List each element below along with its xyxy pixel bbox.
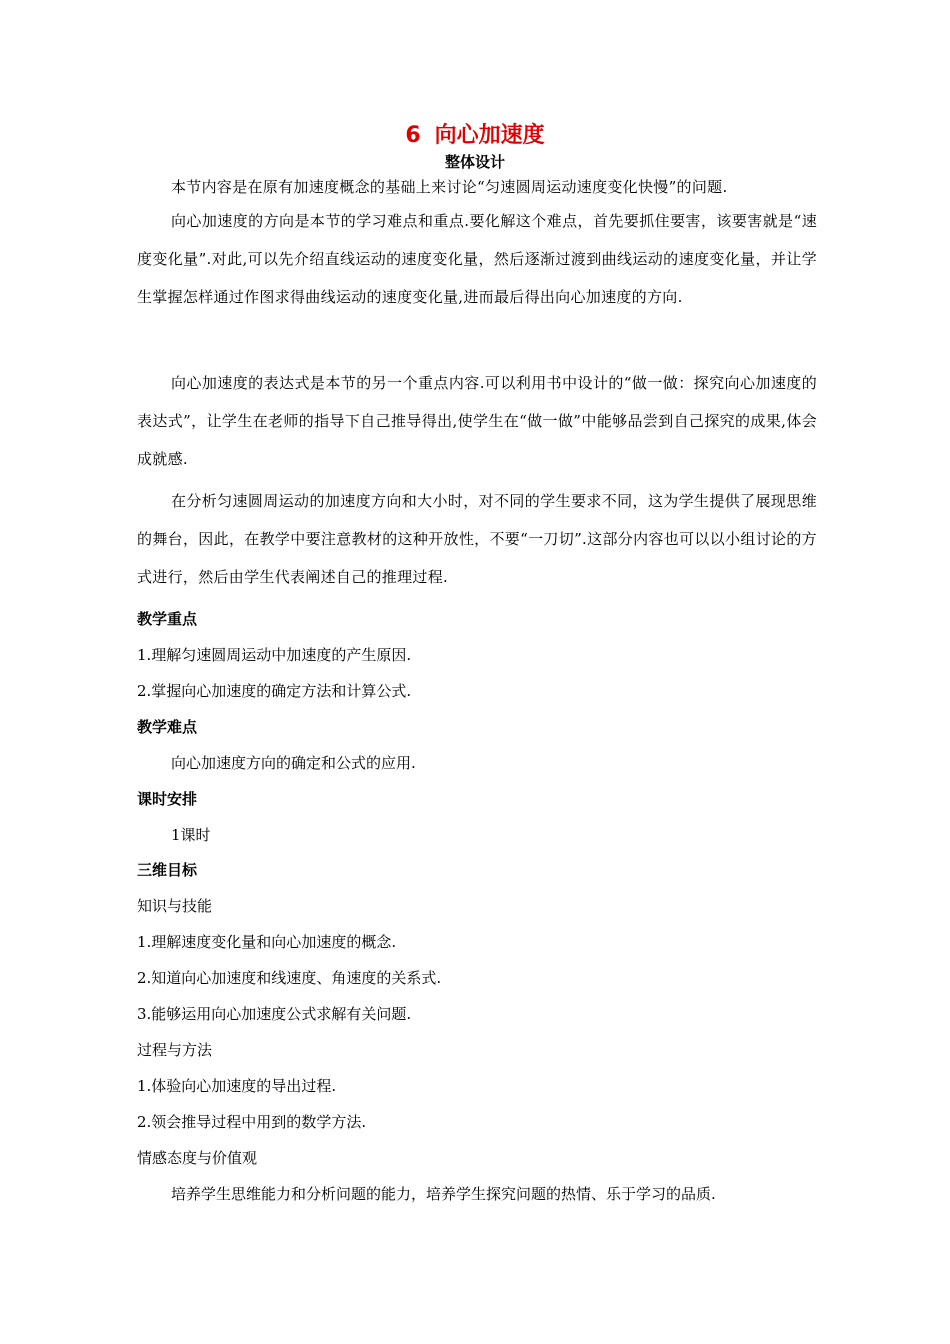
focus-heading: 教学重点 bbox=[137, 610, 198, 628]
section-title: 向心加速度 bbox=[434, 123, 545, 148]
difficulty-text: 向心加速度方向的确定和公式的应用. bbox=[171, 754, 416, 772]
focus-item: 2.掌握向心加速度的确定方法和计算公式. bbox=[137, 682, 412, 700]
knowledge-item: 3.能够运用向心加速度公式求解有关问题. bbox=[137, 1005, 412, 1023]
knowledge-heading: 知识与技能 bbox=[137, 897, 213, 915]
paragraph-expression: 向心加速度的表达式是本节的另一个重点内容.可以利用书中设计的“做一做：探究向心加速度的表达式”，让学生在老师的指导下自己推导得出,使学生在“做一做”中能够品尝到自己探究的成果,体会成就感. bbox=[137, 374, 817, 468]
schedule-heading: 课时安排 bbox=[137, 790, 198, 808]
focus-item: 1.理解匀速圆周运动中加速度的产生原因. bbox=[137, 646, 412, 664]
process-heading: 过程与方法 bbox=[137, 1041, 213, 1059]
process-item: 2.领会推导过程中用到的数学方法. bbox=[137, 1113, 367, 1131]
intro-paragraph: 本节内容是在原有加速度概念的基础上来讨论“匀速圆周运动速度变化快慢”的问题. bbox=[171, 178, 728, 196]
emotion-text: 培养学生思维能力和分析问题的能力，培养学生探究问题的热情、乐于学习的品质. bbox=[171, 1185, 716, 1203]
process-item: 1.体验向心加速度的导出过程. bbox=[137, 1077, 337, 1095]
schedule-text: 1课时 bbox=[171, 826, 211, 844]
knowledge-item: 1.理解速度变化量和向心加速度的概念. bbox=[137, 933, 397, 951]
document-title bbox=[0, 120, 950, 152]
subtitle: 整体设计 bbox=[444, 153, 505, 171]
paragraph-direction: 向心加速度的方向是本节的学习难点和重点.要化解这个难点，首先要抓住要害，该要害就是“速度变化量”.对此,可以先介绍直线运动的速度变化量，然后逐渐过渡到曲线运动的速度变化量，并让学生掌握怎样通过作图求得曲线运动的速度变化量,进而最后得出向心加速度的方向. bbox=[137, 212, 817, 306]
section-number: 6 bbox=[405, 123, 421, 148]
goals-heading: 三维目标 bbox=[137, 861, 198, 879]
paragraph-analysis: 在分析匀速圆周运动的加速度方向和大小时，对不同的学生要求不同，这为学生提供了展现思维的舞台，因此，在教学中要注意教材的这种开放性，不要“一刀切”.这部分内容也可以以小组讨论的方式进行，然后由学生代表阐述自己的推理过程. bbox=[137, 492, 817, 586]
knowledge-item: 2.知道向心加速度和线速度、角速度的关系式. bbox=[137, 969, 442, 987]
emotion-heading: 情感态度与价值观 bbox=[137, 1149, 258, 1167]
difficulty-heading: 教学难点 bbox=[137, 718, 198, 736]
